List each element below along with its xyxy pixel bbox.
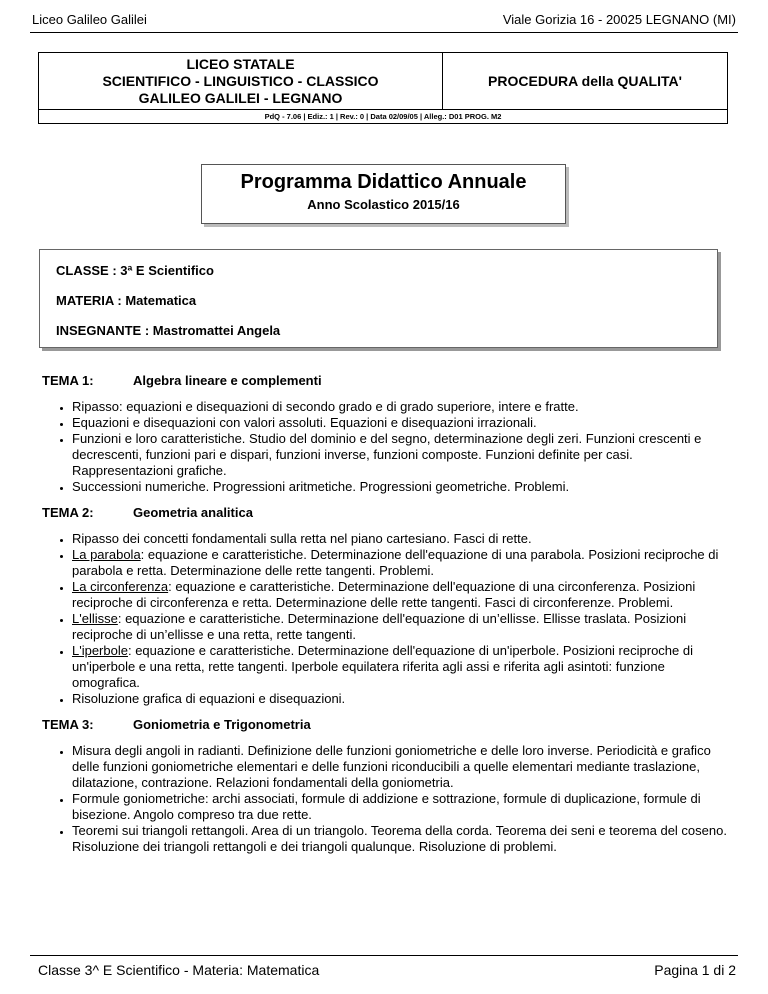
- list-item-text: : equazione e caratteristiche. Determinazione dell'equazione di un’ellisse. Ellisse traslata. Posizioni reciproche di un’ellisse e una retta, rette tangenti.: [72, 611, 687, 642]
- tema-heading: [42, 717, 732, 733]
- list-item: • Equazioni e disequazioni con valori assoluti. Equazioni e disequazioni irrazionali.: [72, 415, 732, 431]
- list-item-text: : equazione e caratteristiche. Determinazione dell'equazione di una circonferenza. Posizioni reciproche di circonferenza e retta. Determinazione delle rette tangenti. Fasci di circonferenze. Problemi.: [72, 579, 696, 610]
- quality-procedure: PROCEDURA della QUALITA': [443, 53, 728, 110]
- school-header-table: [38, 52, 728, 124]
- document-meta: PdQ - 7.06 | Ediz.: 1 | Rev.: 0 | Data 02/09/05 | Alleg.: D01 PROG. M2: [39, 110, 728, 124]
- class-field: CLASSE : 3ª E Scientifico: [56, 263, 214, 278]
- list-item: • Formule goniometriche: archi associati, formule di addizione e sottrazione, formule di duplicazione, formule di bisezione. Angolo compreso tra due rette.: [72, 791, 732, 823]
- page-header: [30, 10, 738, 33]
- list-item: • Ripasso: equazioni e disequazioni di secondo grado e di grado superiore, intere e fratte.: [72, 399, 732, 415]
- tema-title: Geometria analitica: [133, 505, 253, 520]
- school-line-2: SCIENTIFICO - LINGUISTICO - CLASSICO: [102, 72, 379, 89]
- school-line-1: LICEO STATALE: [186, 55, 295, 72]
- list-item: [72, 547, 732, 579]
- footer-page-number: Pagina 1 di 2: [654, 962, 736, 978]
- topic-heading: La circonferenza: [72, 579, 169, 594]
- list-item: [72, 579, 732, 611]
- header-address: Viale Gorizia 16 - 20025 LEGNANO (MI): [502, 12, 736, 27]
- teacher-field: INSEGNANTE : Mastromattei Angela: [56, 323, 281, 338]
- page-footer: [30, 955, 738, 984]
- tema-label: TEMA 2:: [42, 505, 94, 520]
- list-item-text: Ripasso dei concetti fondamentali sulla retta nel piano cartesiano. Fasci di rette.: [72, 531, 532, 546]
- topic-heading: L'ellisse: [72, 611, 118, 626]
- topic-heading: L'iperbole: [72, 643, 128, 658]
- list-item: • Misura degli angoli in radianti. Definizione delle funzioni goniometriche e delle loro inverse. Periodicità e grafico delle funzioni goniometriche elementari e delle funzioni riconducibili a quelle elementari mediante traslazione, dilatazione, contrazione. Relazioni fondamentali della goniometria.: [72, 743, 732, 791]
- document-title: Programma Didattico Annuale: [240, 171, 527, 193]
- list-item: [72, 611, 732, 643]
- list-item: [72, 531, 732, 547]
- tema-heading: [42, 505, 732, 521]
- tema-label: TEMA 3:: [42, 717, 94, 732]
- list-item-text: : equazione e caratteristiche. Determinazione dell'equazione di un'iperbole. Posizioni reciproche di un'iperbole e una retta, rette tangenti. Iperbole equilatera riferita agli assi e riferita agli asintoti: funzione omografica.: [72, 643, 693, 690]
- title-box: [201, 164, 566, 224]
- tema-heading: [42, 373, 732, 389]
- list-item: [72, 643, 732, 691]
- class-info-box: [39, 249, 718, 348]
- list-item: • Funzioni e loro caratteristiche. Studio del dominio e del segno, determinazione degli zeri. Funzioni crescenti e decrescenti, funzioni pari e dispari, funzioni inverse, funzioni composte. Funzioni definite per casi. Rappresentazioni grafiche.: [72, 431, 732, 479]
- list-item-text: : equazione e caratteristiche. Determinazione dell'equazione di una parabola. Posizioni reciproche di parabola e retta. Determinazione delle rette tangenti. Problemi.: [72, 547, 719, 578]
- program-content: [42, 373, 732, 865]
- list-item: • Successioni numeriche. Progressioni aritmetiche. Progressioni geometriche. Problemi.: [72, 479, 732, 495]
- topic-heading: La parabola: [72, 547, 141, 562]
- footer-class-subject: Classe 3^ E Scientifico - Materia: Matematica: [38, 962, 320, 978]
- school-line-3: GALILEO GALILEI - LEGNANO: [138, 89, 343, 106]
- school-year: Anno Scolastico 2015/16: [307, 197, 460, 212]
- header-school-name: Liceo Galileo Galilei: [32, 12, 147, 27]
- tema-title: Algebra lineare e complementi: [133, 373, 322, 388]
- list-item-text: Risoluzione grafica di equazioni e disequazioni.: [72, 691, 346, 706]
- school-box: [39, 53, 443, 110]
- subject-field: MATERIA : Matematica: [56, 293, 197, 308]
- tema-item-list: [42, 743, 732, 855]
- list-item: • Teoremi sui triangoli rettangoli. Area di un triangolo. Teorema della corda. Teorema dei seni e teorema del coseno. Risoluzione dei triangoli rettangoli e dei triangoli qualunque. Risoluzione di problemi.: [72, 823, 732, 855]
- tema-item-list: [42, 399, 732, 495]
- list-item: [72, 691, 732, 707]
- tema-item-list: [42, 531, 732, 707]
- tema-title: Goniometria e Trigonometria: [133, 717, 311, 732]
- tema-label: TEMA 1:: [42, 373, 94, 388]
